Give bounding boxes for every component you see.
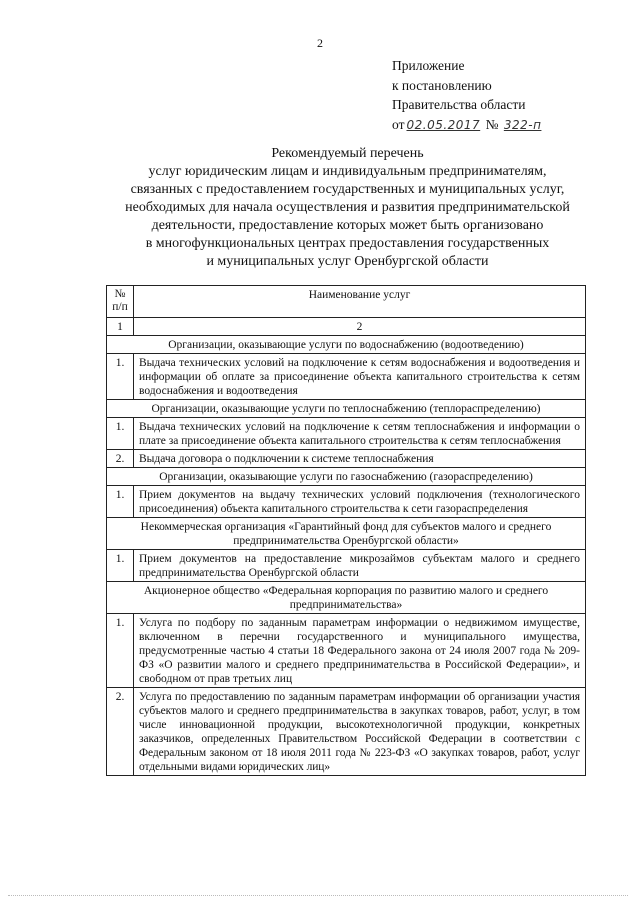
title-line: услуг юридическим лицам и индивидуальным предпринимателям,: [148, 164, 547, 179]
header-name: Наименование услуг: [134, 286, 586, 318]
section-row-gas: [107, 468, 586, 486]
row-number: 2.: [107, 688, 134, 776]
title-line: и муниципальных услуг Оренбургской области: [206, 254, 489, 269]
section-title: Организации, оказывающие услуги по газоснабжению (газораспределению): [107, 468, 586, 486]
appendix-line-2: к постановлению: [392, 77, 492, 93]
table-row: [107, 354, 586, 400]
row-number: 1.: [107, 354, 134, 400]
section-row-heat: [107, 400, 586, 418]
date-prefix: от: [392, 116, 405, 132]
appendix-line-1: Приложение: [392, 58, 465, 73]
row-number: 2.: [107, 450, 134, 468]
scan-edge-divider: [8, 895, 628, 897]
services-table: [106, 285, 586, 776]
title-line: необходимых для начала осуществления и развития предпринимательской: [125, 200, 570, 215]
section-row-federal-corporation: [107, 582, 586, 614]
appendix-block: [392, 56, 632, 135]
page-number: 2: [317, 36, 323, 50]
service-name: Выдача технических условий на подключение к сетям теплоснабжения и информации о плате за присоединение объекта капитального строительства к сетям теплоснабжения: [134, 418, 586, 450]
header-num: № п/п: [107, 286, 134, 318]
table-row: [107, 688, 586, 776]
column-number: 1: [107, 318, 134, 336]
title-line: в многофункциональных центрах предоставления государственных: [145, 236, 550, 251]
table-row: [107, 486, 586, 518]
section-title: Организации, оказывающие услуги по водоснабжению (водоотведению): [107, 336, 586, 354]
handwritten-date: 02.05.2017: [406, 117, 481, 132]
appendix-date-line: [392, 115, 632, 136]
column-number-row: [107, 318, 586, 336]
row-number: 1.: [107, 418, 134, 450]
row-number: 1.: [107, 614, 134, 688]
title-line: деятельности, предоставление которых может быть организовано: [151, 218, 544, 233]
row-number: 1.: [107, 550, 134, 582]
row-number: 1.: [107, 486, 134, 518]
document-title: [60, 145, 635, 271]
service-name: Выдача технических условий на подключение к сетям водоснабжения и водоотведения и информации об оплате за присоединение объекта капитального строительства к сетям водоснабжения и водоотведения: [134, 354, 586, 400]
service-name: Услуга по подбору по заданным параметрам информации о недвижимом имуществе, включенном в перечни государственного и муниципального имущества, предусмотренные частью 4 статьи 18 Федерального закона от 24 июля 2007 года № 209-ФЗ «О развитии малого и среднего предпринимательства в Российской Федерации», и свободном от прав третьих лиц: [134, 614, 586, 688]
section-title: Организации, оказывающие услуги по теплоснабжению (теплораспределению): [107, 400, 586, 418]
service-name: Прием документов на предоставление микрозаймов субъектам малого и среднего предпринимательства Оренбургской области: [134, 550, 586, 582]
table-row: [107, 450, 586, 468]
service-name: Услуга по предоставлению по заданным параметрам информации об организации участия субъектов малого и среднего предпринимательства в закупках товаров, работ, услуг, в том числе инновационной продукции, высокотехнологичной продукции, конкретных заказчиков, определенных Правительством Российской Федерации в соответствии с Федеральным законом от 18 июля 2011 года № 223-ФЗ «О закупках товаров, работ, услуг отдельными видами юридических лиц»: [134, 688, 586, 776]
table-row: [107, 418, 586, 450]
section-title: Акционерное общество «Федеральная корпорация по развитию малого и среднего предпринимательства»: [107, 582, 586, 614]
service-name: Прием документов на выдачу технических условий подключения (технологического присоединения) объекта капитального строительства к сети газораспределения: [134, 486, 586, 518]
appendix-line-3: Правительства области: [392, 97, 526, 112]
service-name: Выдача договора о подключении к системе теплоснабжения: [134, 450, 586, 468]
handwritten-number: 322-п: [503, 117, 542, 132]
column-number: 2: [134, 318, 586, 336]
title-line: связанных с предоставлением государственных и муниципальных услуг,: [130, 182, 565, 197]
section-row-guarantee-fund: [107, 518, 586, 550]
table-row: [107, 614, 586, 688]
section-row-water: [107, 336, 586, 354]
section-title: Некоммерческая организация «Гарантийный фонд для субъектов малого и среднего предпринимательства Оренбургской области»: [107, 518, 586, 550]
number-prefix: №: [485, 116, 499, 132]
table-row: [107, 550, 586, 582]
title-line: Рекомендуемый перечень: [271, 146, 424, 161]
table-header-row: [107, 286, 586, 318]
